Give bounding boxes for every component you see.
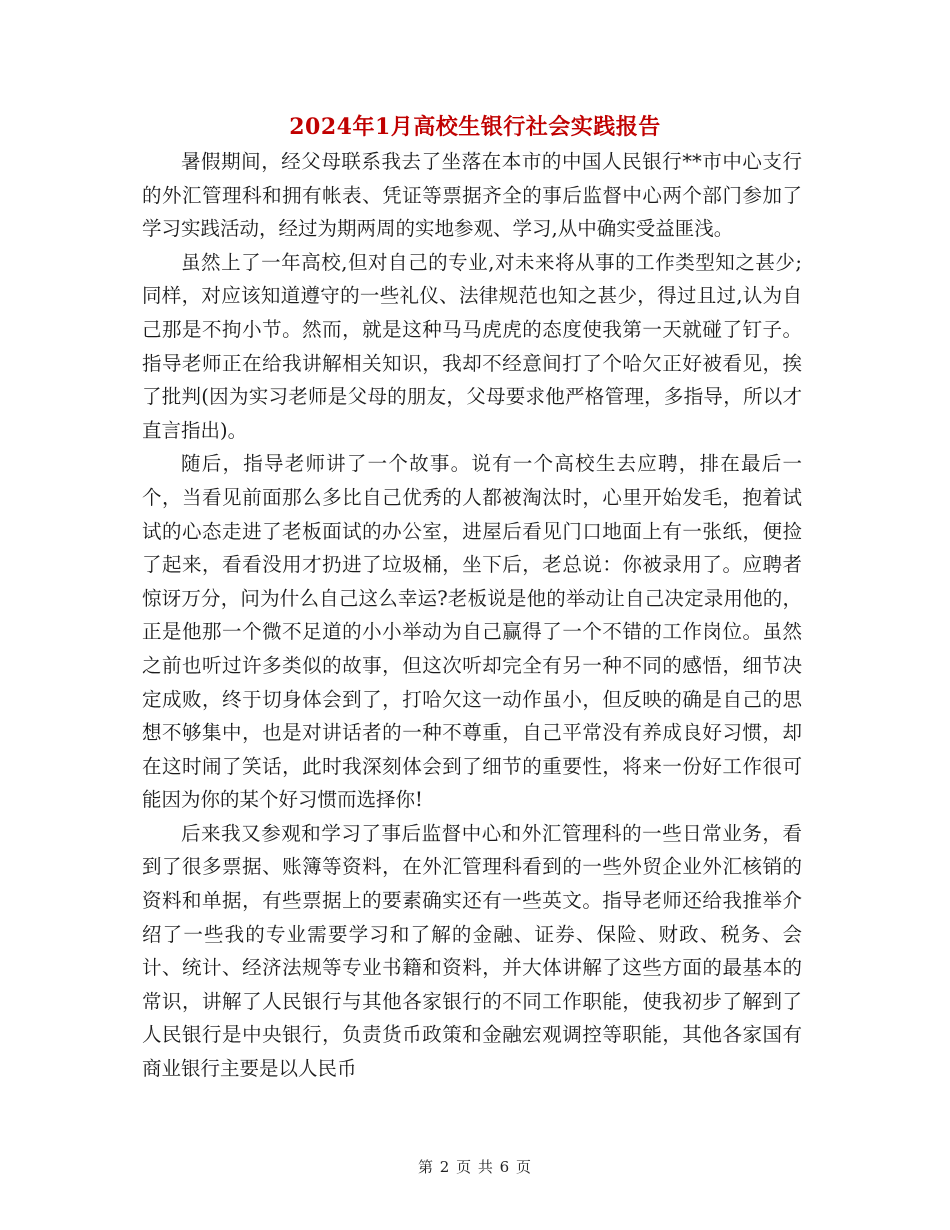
paragraph: 虽然上了一年高校,但对自己的专业,对未来将从事的工作类型知之甚少;同样，对应该知道遵守的一些礼仪、法律规范也知之甚少，得过且过,认为自己那是不拘小节。然而，就是这种马马虎虎的态度使我第一天就碰了钉子。指导老师正在给我讲解相关知识，我却不经意间打了个哈欠正好被看见，挨了批判(因为实习老师是父母的朋友，父母要求他严格管理，多指导，所以才直言指出)。 [142, 250, 802, 442]
document-body [142, 145, 802, 1086]
page-footer: 第 2 页 共 6 页 [418, 1158, 532, 1176]
paragraph: 暑假期间，经父母联系我去了坐落在本市的中国人民银行**市中心支行的外汇管理科和拥有帐表、凭证等票据齐全的事后监督中心两个部门参加了学习实践活动，经过为期两周的实地参观、学习,从中确实受益匪浅。 [142, 150, 802, 241]
paragraph: 后来我又参观和学习了事后监督中心和外汇管理科的一些日常业务，看到了很多票据、账簿等资料，在外汇管理科看到的一些外贸企业外汇核销的资料和单据，有些票据上的要素确实还有一些英文。指导老师还给我推举介绍了一些我的专业需要学习和了解的金融、证券、保险、财政、税务、会计、统计、经济法规等专业书籍和资料，并大体讲解了这些方面的最基本的常识，讲解了人民银行与其他各家银行的不同工作职能，使我初步了解到了人民银行是中央银行，负责货币政策和金融宏观调控等职能，其他各家国有商业银行主要是以人民币 [142, 821, 802, 1081]
document-title: 2024年1月高校生银行社会实践报告 [289, 114, 661, 140]
paragraph: 随后，指导老师讲了一个故事。说有一个高校生去应聘，排在最后一个，当看见前面那么多比自己优秀的人都被淘汰时，心里开始发毛，抱着试试的心态走进了老板面试的办公室，进屋后看见门口地面上有一张纸，便捡了起来，看看没用才扔进了垃圾桶，坐下后，老总说：你被录用了。应聘者惊讶万分，问为什么自己这么幸运?老板说是他的举动让自己决定录用他的，正是他那一个微不足道的小小举动为自己赢得了一个不错的工作岗位。虽然之前也听过许多类似的故事，但这次听却完全有另一种不同的感悟，细节决定成败，终于切身体会到了，打哈欠这一动作虽小，但反映的确是自己的思想不够集中，也是对讲话者的一种不尊重，自己平常没有养成良好习惯，却在这时闹了笑话，此时我深刻体会到了细节的重要性，将来一份好工作很可能因为你的某个好习惯而选择你! [142, 452, 802, 812]
